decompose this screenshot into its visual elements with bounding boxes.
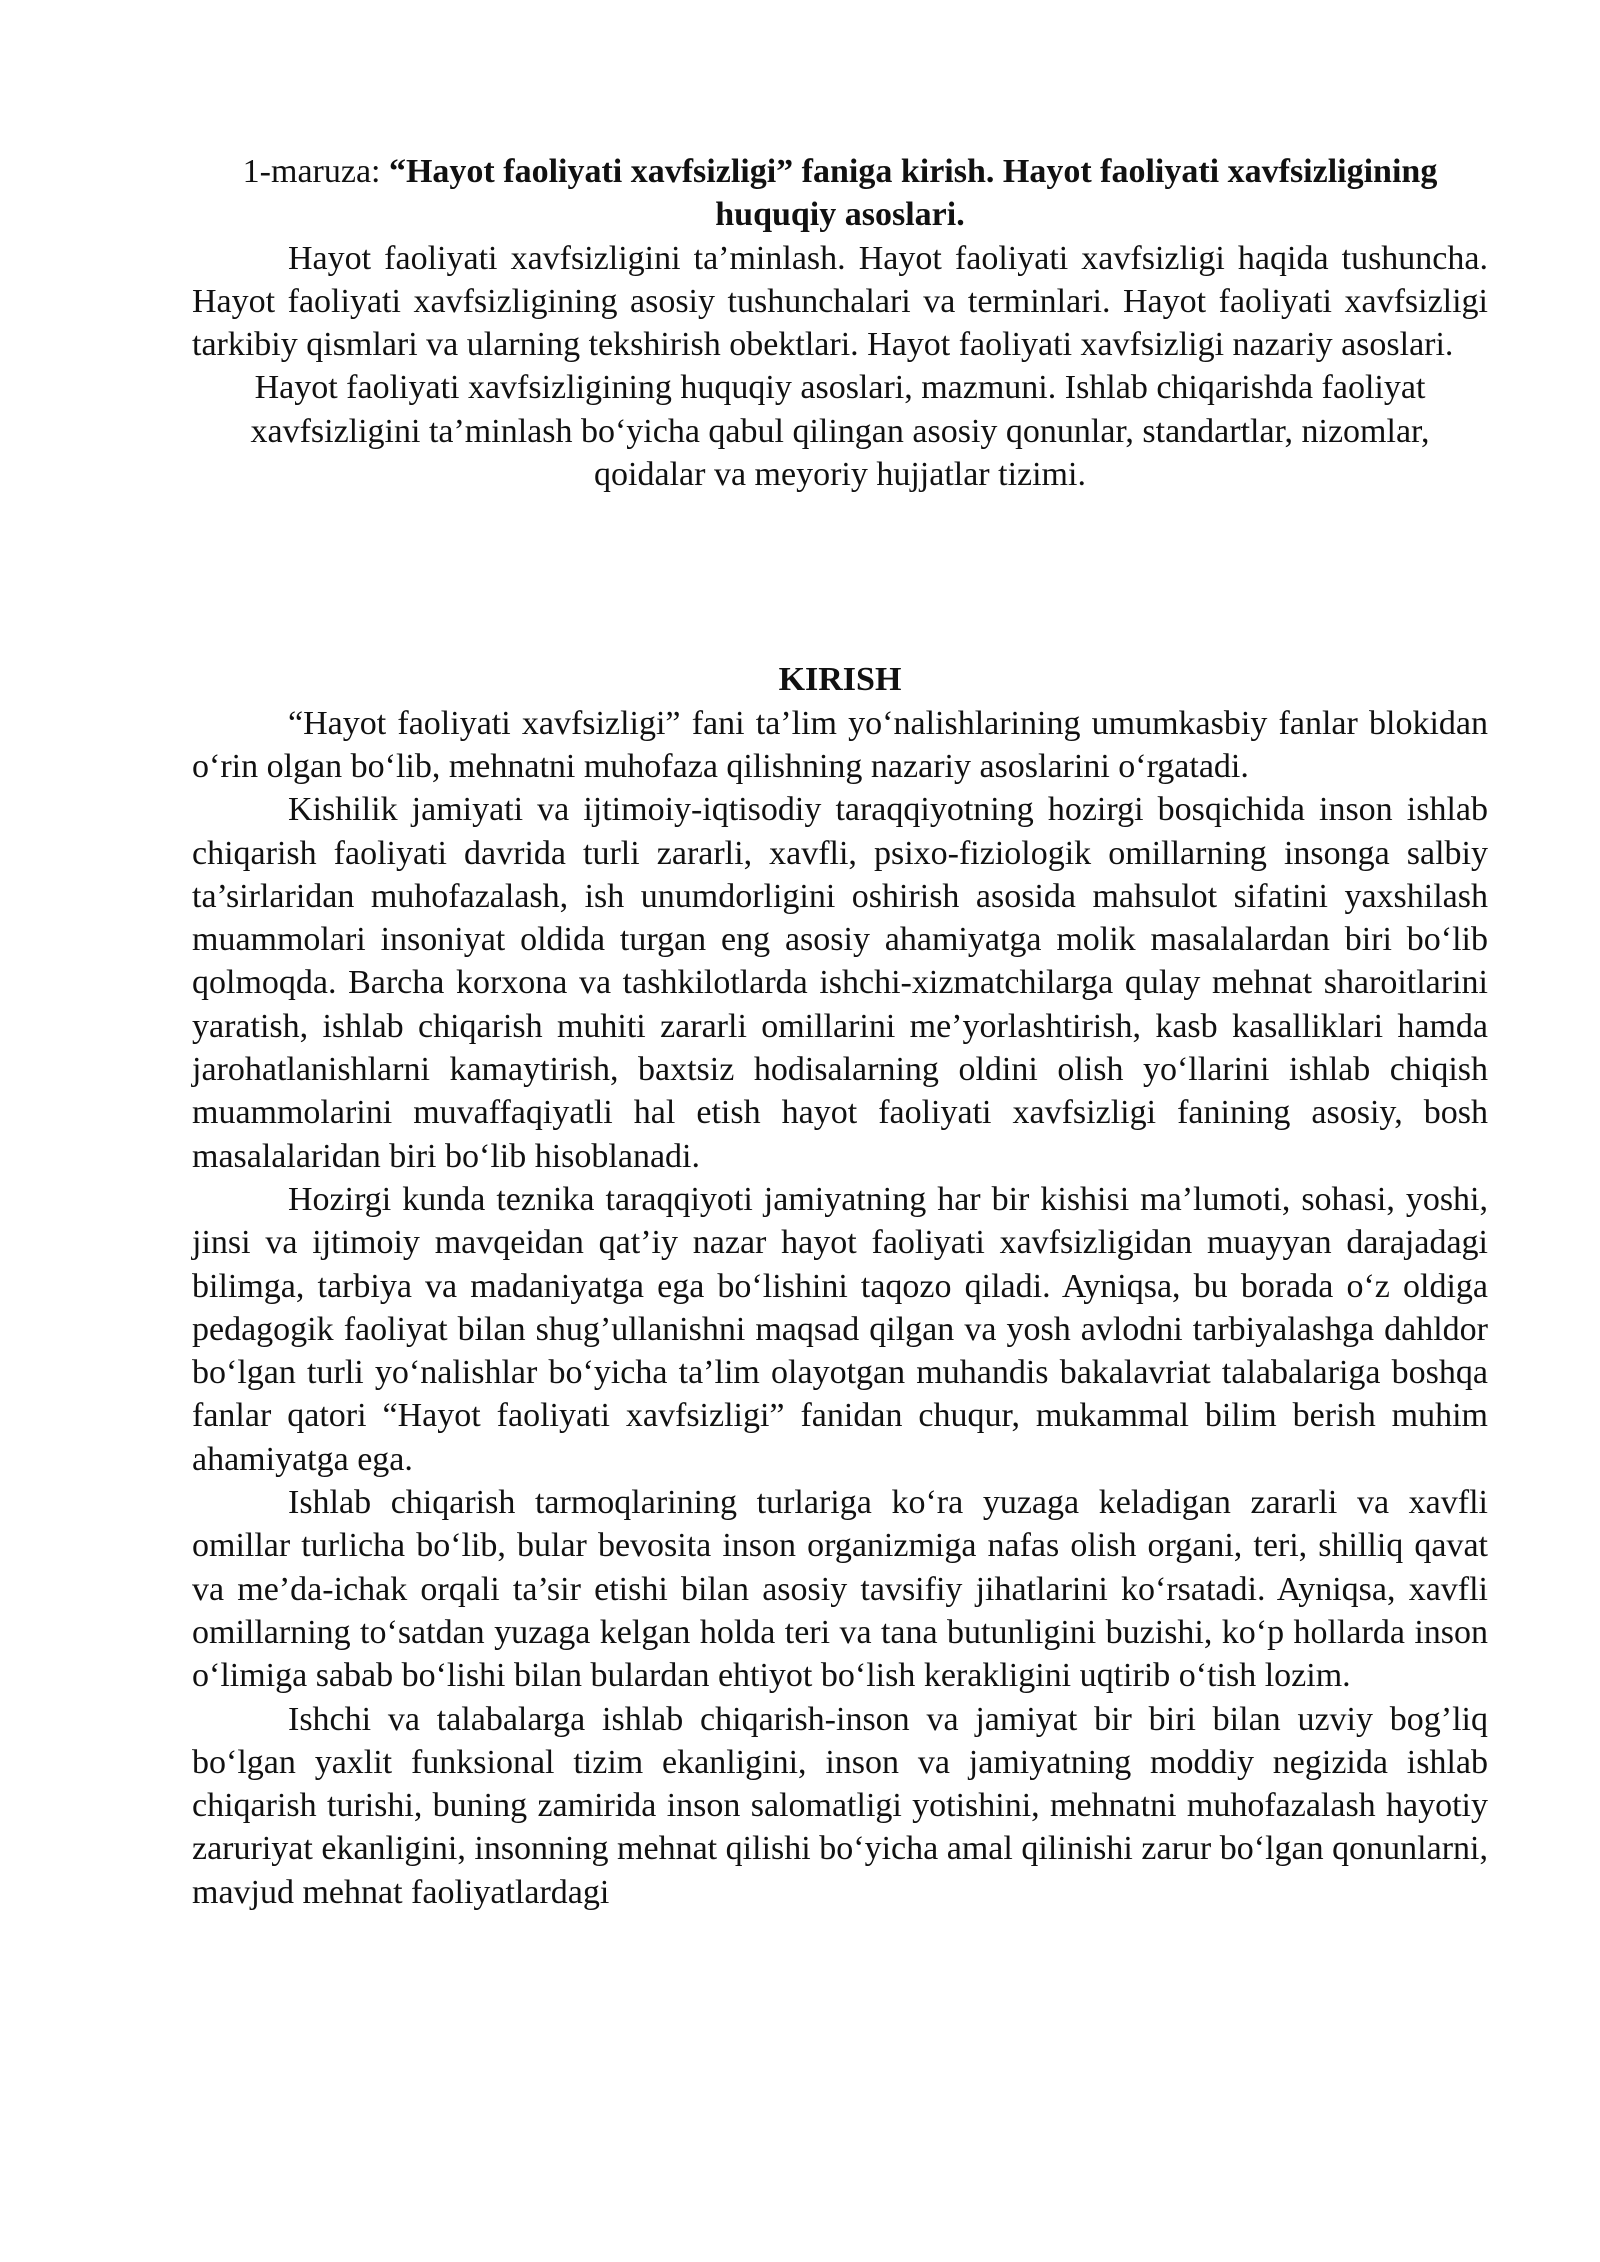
body-paragraph-3: Hozirgi kunda teznika taraqqiyoti jamiyatning har bir kishisi ma’lumoti, sohasi, yoshi, jinsi va ijtimoiy mavqeidan qat’iy nazar hayot faoliyati xavfsizligidan muayyan darajadagi bilimga, tarbiya va madaniyatga ega bo‘lishini taqozo qiladi. Ayniqsa, bu borada o‘z oldiga pedagogik faoliyat bilan shug’ullanishni maqsad qilgan va yosh avlodni tarbiyalashga dahldor bo‘lgan turli yo‘nalishlar bo‘yicha ta’lim olayotgan muhandis bakalavriat talabalariga boshqa fanlar qatori “Hayot faoliyati xavfsizligi” fanidan chuqur, mukammal bilim berish muhim ahamiyatga ega. (192, 1180, 1488, 1478)
summary-paragraph-1: Hayot faoliyati xavfsizligini ta’minlash. Hayot faoliyati xavfsizligi haqida tushuncha. Hayot faoliyati xavfsizligining asosiy tushunchalari va terminlari. Hayot faoliyati xavfsizligi tarkibiy qismlari va ularning tekshirish obektlari. Hayot faoliyati xavfsizligi nazariy asoslari. (192, 239, 1488, 364)
lecture-title-bold: “Hayot faoliyati xavfsizligi” faniga kirish. Hayot faoliyati xavfsizligining huquqiy asoslari. (388, 153, 1438, 234)
lecture-title (192, 150, 1488, 237)
lecture-title-prefix: 1-maruza: (242, 153, 389, 190)
body-paragraph-2: Kishilik jamiyati va ijtimoiy-iqtisodiy taraqqiyotning hozirgi bosqichida inson ishlab chiqarish faoliyati davrida turli zararli, xavfli, psixo-fiziologik omillarning insonga salbiy ta’sirlaridan muhofazalash, ish unumdorligini oshirish asosida mahsulot sifatini yaxshilash muammolari insoniyat oldida turgan eng asosiy ahamiyatga molik masalalardan biri bo‘lib qolmoqda. Barcha korxona va tashkilotlarda ishchi-xizmatchilarga qulay mehnat sharoitlarini yaratish, ishlab chiqarish muhiti zararli omillarini me’yorlashtirish, kasb kasalliklari hamda jarohatlanishlarni kamaytirish, baxtsiz hodisalarning oldini olish yo‘llarini ishlab chiqish muammolarini muvaffaqiyatli hal etish hayot faoliyati xavfsizligi fanining asosiy, bosh masalalaridan biri bo‘lib hisoblanadi. (192, 791, 1488, 1175)
body-paragraph-1: “Hayot faoliyati xavfsizligi” fani ta’lim yo‘nalishlarining umumkasbiy fanlar blokidan o‘rin olgan bo‘lib, mehnatni muhofaza qilishning nazariy asoslarini o‘rgatadi. (192, 704, 1488, 785)
section-heading: KIRISH (778, 661, 902, 699)
document-page (192, 150, 1488, 1914)
body-paragraph-5: Ishchi va talabalarga ishlab chiqarish-inson va jamiyat bir biri bilan uzviy bog’liq bo‘lgan yaxlit funksional tizim ekanligini, inson va jamiyatning moddiy negizida ishlab chiqarish turishi, buning zamirida inson salomatligi yotishini, mehnatni muhofazalash hayotiy zaruriyat ekanligini, insonning mehnat qilishi bo‘yicha amal qilinishi zarur bo‘lgan qonunlarni, mavjud mehnat faoliyatlardagi (192, 1700, 1488, 1911)
body-paragraph-4: Ishlab chiqarish tarmoqlarining turlariga ko‘ra yuzaga keladigan zararli va xavfli omillar turlicha bo‘lib, bular bevosita inson organizmiga nafas olish organi, teri, shilliq qavat va me’da-ichak orqali ta’sir etishi bilan asosiy tavsifiy jihatlarini ko‘rsatadi. Ayniqsa, xavfli omillarning to‘satdan yuzaga kelgan holda teri va tana butunligini buzishi, ko‘p hollarda inson o‘limiga sabab bo‘lishi bilan bulardan ehtiyot bo‘lish kerakligini uqtirib o‘tish lozim. (192, 1484, 1488, 1695)
summary-paragraph-2: Hayot faoliyati xavfsizligining huquqiy asoslari, mazmuni. Ishlab chiqarishda faoliyat xavfsizligini ta’minlash bo‘yicha qabul qilingan asosiy qonunlar, standartlar, nizomlar, qoidalar va meyoriy hujjatlar tizimi. (250, 369, 1430, 494)
